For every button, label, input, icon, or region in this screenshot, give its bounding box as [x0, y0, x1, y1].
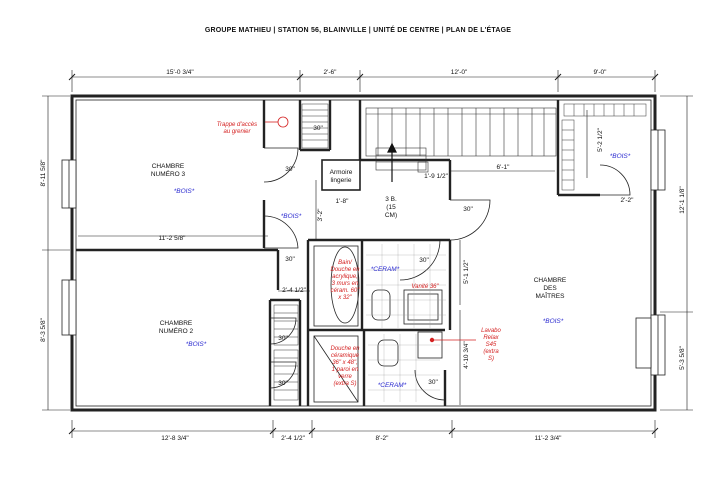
door-label: 30": [285, 256, 295, 263]
floor-mb-closet: *BOIS*: [609, 153, 631, 160]
door-swings: [264, 148, 630, 400]
dim-bed3-width: 11'-2 5/8": [158, 235, 186, 242]
stair-treads: [366, 108, 556, 172]
room-bed2-name: [159, 320, 194, 335]
label-line: DES: [543, 285, 557, 292]
door-label: 30": [428, 379, 438, 386]
label-line: céramique: [330, 353, 360, 359]
label-line: Bain/: [338, 260, 352, 266]
door-label: 30": [285, 166, 295, 173]
dim-mb-small: 2'-2": [620, 197, 634, 204]
room-master-name: [534, 277, 567, 300]
door-label: 30": [278, 380, 288, 387]
door-label: 30": [313, 125, 323, 132]
label-line: au grenier: [223, 129, 251, 135]
dim-right-1: 12'-1 1/8": [679, 186, 686, 214]
stairs-label: [385, 196, 397, 219]
door-label: 30": [419, 257, 429, 264]
label-line: Armoire: [329, 169, 353, 176]
label-line: x 32": [338, 295, 352, 301]
dim-top-4: 9'-0": [593, 69, 607, 76]
dim-left-2: 8'-3 5/8": [40, 318, 47, 342]
dim-top-1: 15'-0 3/4": [166, 69, 194, 76]
dim-stair-small: 1'-8": [335, 198, 349, 205]
label-line: (extra S): [333, 381, 357, 387]
plan-title: GROUPE MATHIEU | STATION 56, BLAINVILLE | UNITÉ DE CENTRE | PLAN DE L'ÉTAGE: [204, 27, 512, 34]
floor-hall: *BOIS*: [280, 213, 302, 220]
note-vanite: Vanité 36": [411, 284, 439, 290]
dim-bottom-3: 8'-2": [375, 435, 389, 442]
label-line: CHAMBRE: [533, 277, 567, 284]
dim-hall-v: 3'-2": [317, 208, 324, 222]
label-line: Relax: [483, 335, 499, 341]
floor-master: *BOIS*: [542, 318, 564, 325]
label-line: CHAMBRE: [151, 163, 185, 170]
label-line: (15: [386, 204, 396, 211]
note-douche: [330, 346, 360, 387]
label-line: acrylique,: [332, 274, 358, 280]
dim-stair-landing: 1'-9 1/2": [424, 173, 448, 180]
label-line: Trappe d'accès: [216, 122, 258, 128]
label-line: NUMÉRO 3: [150, 171, 186, 178]
note-lavabo: [481, 328, 501, 362]
dim-bottom-2: 2'-4 1/2": [281, 435, 305, 442]
room-bed3-name: [151, 163, 186, 178]
label-line: CM): [384, 212, 398, 219]
floor-bath-2: *CERAM*: [377, 382, 407, 389]
dim-mb-closet-h: 6'-1": [496, 164, 510, 171]
label-line: verre: [338, 374, 352, 380]
door-label: 30": [278, 335, 288, 342]
dim-bottom-4: 11'-2 3/4": [534, 435, 562, 442]
label-line: MAÎTRES: [535, 293, 565, 300]
note-trappe: [217, 122, 257, 135]
note-bain: [330, 260, 360, 301]
dim-bath-v2: 4'-10 3/4": [463, 341, 470, 369]
label-line: 3 murs en: [331, 281, 359, 287]
dim-top-2: 2'-6": [323, 69, 337, 76]
label-line: CHAMBRE: [159, 320, 193, 327]
note-markers: [265, 117, 476, 342]
dim-bath-v1: 5'-1 1/2": [463, 260, 470, 284]
dim-bottom-1: 12'-8 3/4": [161, 435, 189, 442]
floor-bed3: *BOIS*: [173, 188, 195, 195]
dim-mb-closet-v: 5'-2 1/2": [597, 128, 604, 152]
label-line: S45: [485, 342, 497, 348]
floor-bath-1: *CERAM*: [370, 266, 400, 273]
label-line: 36" x 48",: [332, 360, 358, 366]
label-line: lingerie: [330, 177, 352, 184]
label-line: Douche en: [330, 267, 360, 273]
door-label: 30": [463, 206, 473, 213]
label-line: Lavabo: [481, 328, 501, 334]
dim-left-1: 8'-11 5/8": [40, 159, 47, 187]
label-line: 3 B.: [385, 196, 397, 203]
label-line: Douche en: [330, 346, 360, 352]
label-line: NUMÉRO 2: [158, 328, 194, 335]
dim-right-2: 5'-3 5/8": [679, 346, 686, 370]
armoire-label: [330, 169, 353, 184]
red-notes: [217, 122, 502, 387]
label-line: 1 paroi en: [331, 367, 359, 373]
dim-hall-h: 2'-4 1/2": [282, 287, 306, 294]
floor-bed2: *BOIS*: [185, 341, 207, 348]
stair-arrow: [388, 144, 396, 182]
label-line: céram. 60": [330, 288, 360, 294]
dimension-lines: [42, 70, 693, 438]
dim-top-3: 12'-0": [450, 69, 468, 76]
label-line: (extra: [483, 349, 499, 355]
label-line: S): [488, 356, 494, 362]
